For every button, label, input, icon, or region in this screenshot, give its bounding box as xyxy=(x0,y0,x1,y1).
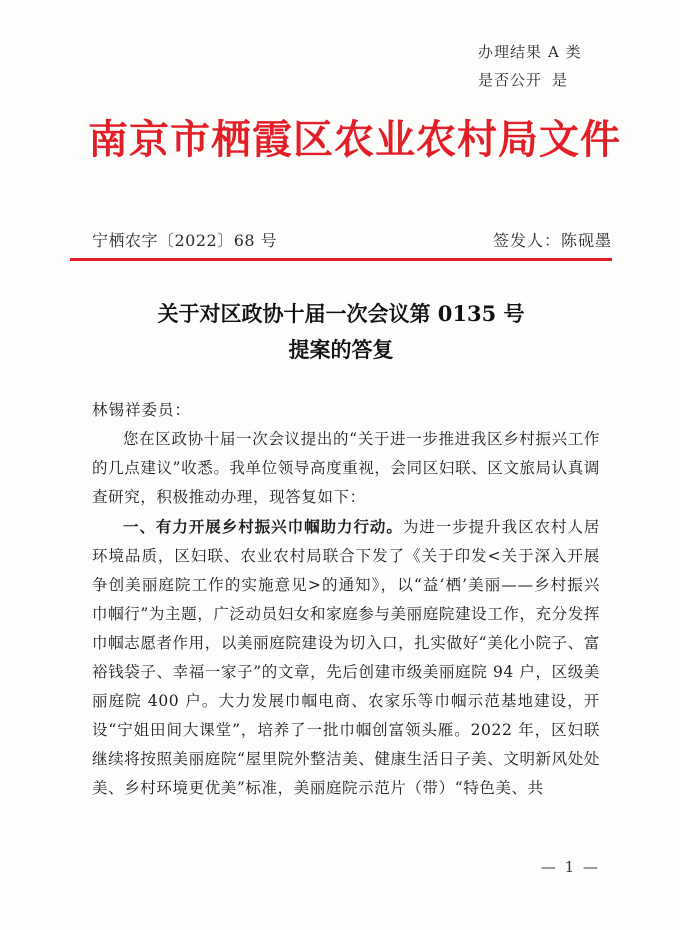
reply-title xyxy=(70,296,612,368)
section-1-heading: 一、有力开展乡村振兴巾帼助力行动。 xyxy=(123,517,403,536)
issuer-signature: 签发人：陈砚墨 xyxy=(492,231,612,250)
issuing-organization-title: 南京市栖霞区农业农村局文件 xyxy=(88,116,621,163)
handling-result-value: A 类 xyxy=(548,43,582,61)
intro-paragraph: 您在区政协十届一次会议提出的“关于进一步推进我区乡村振兴工作的几点建议”收悉。我单位领导高度重视，会同区妇联、区文旅局认真调查研究，积极推动办理，现答复如下： xyxy=(92,430,600,506)
document-body xyxy=(92,396,600,803)
handling-result-row xyxy=(478,38,618,66)
public-status-row xyxy=(478,66,618,94)
page-number: — 1 — xyxy=(540,858,600,876)
handling-result-label: 办理结果 xyxy=(478,43,543,61)
section-1-text: 为进一步提升我区农村人居环境品质，区妇联、农业农村局联合下发了《关于印发<关于深入开展争创美丽庭院工作的实施意见>的通知》，以“益‘栖’美丽——乡村振兴巾帼行”为主题，广泛动员妇女和家庭参与美丽庭院建设工作，充分发挥巾帼志愿者作用，以美丽庭院建设为切入口，扎实做好“美化小院子、富裕钱袋子、幸福一家子”的文章，先后创建市级美丽庭院 94 户，区级美丽庭院 400 户。大力发展巾帼电商、农家乐等巾帼示范基地建设，开设“宁姐田间大课堂”，培养了一批巾帼创富领头雁。2022 年，区妇联继续将按照美丽庭院“屋里院外整洁美、健康生活日子美、文明新风处处美、乡村环境更优美”标准，美丽庭院示范片（带）“特色美、共 xyxy=(92,518,601,797)
public-status-value: 是 xyxy=(552,71,569,89)
document-number-line xyxy=(92,228,612,252)
section-1-paragraph xyxy=(92,512,600,803)
document-number: 宁栖农字〔2022〕68 号 xyxy=(92,231,278,250)
handling-meta xyxy=(478,38,618,94)
reply-title-line1: 关于对区政协十届一次会议第 0135 号 xyxy=(157,301,525,326)
public-status-label: 是否公开 xyxy=(478,71,543,89)
reply-title-line2: 提案的答复 xyxy=(288,337,394,362)
red-separator-rule xyxy=(70,258,612,261)
salutation: 林锡祥委员： xyxy=(92,401,192,419)
